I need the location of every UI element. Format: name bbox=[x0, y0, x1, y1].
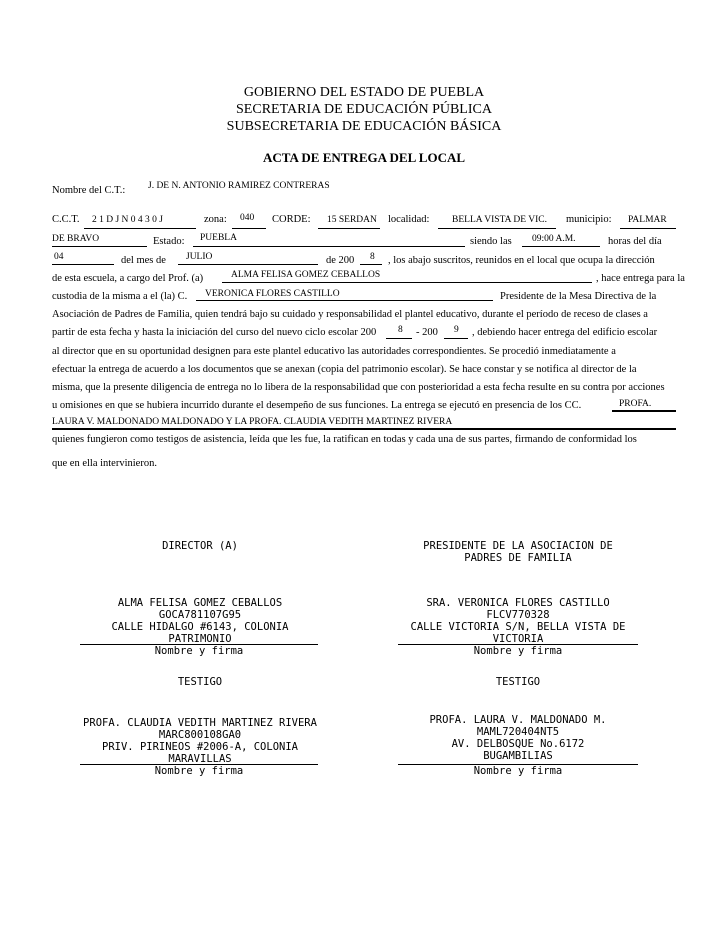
presidente-rfc: FLCV770328 bbox=[486, 609, 550, 621]
director-nombre-firma: Nombre y firma bbox=[154, 645, 244, 657]
testigo2-address-2: BUGAMBILIAS bbox=[483, 750, 553, 762]
presidente-address-2: VICTORIA bbox=[492, 633, 544, 645]
presidente-title-line-1: PRESIDENTE DE LA ASOCIACION DE bbox=[423, 540, 613, 552]
testigo2-rfc: MAML720404NT5 bbox=[476, 726, 560, 738]
estado-value: PUEBLA bbox=[200, 233, 237, 243]
ciclo-value-2: 9 bbox=[454, 325, 459, 335]
localidad-label: localidad: bbox=[388, 214, 430, 225]
de-200-label: de 200 bbox=[326, 255, 355, 266]
testigo1-rfc: MARC800108GA0 bbox=[158, 729, 242, 741]
testigos-value-1: PROFA. bbox=[619, 399, 652, 409]
ciclo-value-1: 8 bbox=[398, 325, 403, 335]
municipio-value-1: PALMAR bbox=[628, 215, 667, 225]
paragraph-line-5: misma, que la presente diligencia de entrega no lo libera de la responsabilidad que con posterioridad a esta fecha resulte en su contra por acciones bbox=[52, 382, 665, 393]
cct-underline bbox=[84, 228, 196, 229]
localidad-value: BELLA VISTA DE VIC. bbox=[452, 215, 547, 225]
estado-underline bbox=[193, 246, 465, 247]
corde-value: 15 SERDAN bbox=[327, 215, 377, 225]
nombre-label: Nombre del C.T.: bbox=[52, 185, 126, 196]
mes-underline bbox=[178, 264, 318, 265]
municipio-label: municipio: bbox=[566, 214, 612, 225]
siendo-las-label: siendo las bbox=[470, 236, 512, 247]
presidente-text: Presidente de la Mesa Directiva de la bbox=[500, 291, 657, 302]
municipio-underline bbox=[620, 228, 676, 229]
nombre-value: J. DE N. ANTONIO RAMIREZ CONTRERAS bbox=[148, 181, 330, 191]
paragraph-line-2a: partir de esta fecha y hasta la iniciación del curso del nuevo ciclo escolar 200 bbox=[52, 327, 377, 338]
ciclo1-underline bbox=[386, 338, 412, 339]
testigo1-signature-block bbox=[50, 717, 350, 765]
testigo1-title: TESTIGO bbox=[177, 676, 223, 688]
hora-value: 09:00 A.M. bbox=[532, 234, 576, 244]
header-subsecretaria: SUBSECRETARIA DE EDUCACIÓN BÁSICA bbox=[226, 119, 502, 134]
estado-label: Estado: bbox=[153, 236, 185, 247]
municipio-value-2: DE BRAVO bbox=[52, 234, 100, 244]
director-address-2: PATRIMONIO bbox=[168, 633, 232, 645]
presidente-signature-block bbox=[398, 597, 638, 645]
zona-value: 040 bbox=[240, 213, 255, 223]
paragraph-line-2b: - 200 bbox=[416, 327, 438, 338]
presidente-title-line-2: PADRES DE FAMILIA bbox=[464, 552, 572, 564]
paragraph-line-6: u omisiones en que se hubiera incurrido durante el desempeño de sus funciones. La entrega se ejecutó en presencia de los CC. bbox=[52, 400, 582, 411]
paragraph-line-3: al director que en su oportunidad designen para este plantel educativo las autoridades correspondientes. Se procedió inmediatamente a bbox=[52, 346, 616, 357]
paragraph-line-1: Asociación de Padres de Familia, quien tendrá bajo su cuidado y responsabilidad el plantel educativo, durante el período de receso de clases a bbox=[52, 309, 648, 320]
testigo1-address-1: PRIV. PIRINEOS #2006-A, COLONIA bbox=[102, 741, 298, 753]
paragraph-line-2c: , debiendo hacer entrega del edificio escolar bbox=[472, 327, 658, 338]
presidente-nombre-firma: Nombre y firma bbox=[473, 645, 563, 657]
cct-label: C.C.T. bbox=[52, 214, 80, 225]
testigo2-name: PROFA. LAURA V. MALDONADO M. bbox=[429, 714, 607, 726]
testigo1-name: PROFA. CLAUDIA VEDITH MARTINEZ RIVERA bbox=[83, 717, 317, 729]
dia-value: 04 bbox=[54, 252, 64, 262]
testigo1-address-2: MARAVILLAS bbox=[168, 753, 232, 765]
anio-value: 8 bbox=[370, 252, 375, 262]
mes-value: JULIO bbox=[186, 252, 213, 262]
document-title: ACTA DE ENTREGA DEL LOCAL bbox=[262, 150, 466, 165]
localidad-underline bbox=[438, 228, 556, 229]
director-title: DIRECTOR (A) bbox=[162, 540, 238, 552]
prof-value: ALMA FELISA GOMEZ CEBALLOS bbox=[231, 270, 381, 280]
testigo1-nombre-firma: Nombre y firma bbox=[154, 765, 244, 777]
paragraph-line-8: que en ella intervinieron. bbox=[52, 458, 157, 469]
zona-label: zona: bbox=[204, 214, 227, 225]
presidente-name: SRA. VERONICA FLORES CASTILLO bbox=[426, 597, 610, 609]
custodia-text: custodia de la misma a el (la) C. bbox=[52, 291, 188, 302]
zona-underline bbox=[232, 228, 266, 229]
director-name: ALMA FELISA GOMEZ CEBALLOS bbox=[117, 597, 283, 609]
header-secretaria: SECRETARIA DE EDUCACIÓN PÚBLICA bbox=[236, 102, 492, 117]
testigos1-underline bbox=[612, 410, 676, 412]
dia-underline bbox=[52, 264, 114, 265]
custodia-value: VERONICA FLORES CASTILLO bbox=[205, 289, 340, 299]
testigo2-signature-block bbox=[398, 714, 638, 762]
horas-del-dia-label: horas del día bbox=[608, 236, 662, 247]
anio-underline bbox=[360, 264, 382, 265]
paragraph-line-4: efectuar la entrega de acuerdo a los documentos que se anexan (copia del patrimonio escolar). Se hace constar y se notifica al director de la bbox=[52, 364, 637, 375]
testigo2-address-1: AV. DELBOSQUE No.6172 bbox=[451, 738, 585, 750]
corde-underline bbox=[318, 228, 380, 229]
paragraph-line-7: quienes fungieron como testigos de asistencia, leída que les fue, la ratifican en todas y cada una de sus partes, firmando de conformidad los bbox=[52, 434, 637, 445]
custodia-underline bbox=[196, 300, 493, 301]
abajo-suscritos-text: , los abajo suscritos, reunidos en el local que ocupa la dirección bbox=[388, 255, 655, 266]
hace-entrega-text: , hace entrega para la bbox=[596, 273, 685, 284]
header-government: GOBIERNO DEL ESTADO DE PUEBLA bbox=[243, 85, 485, 100]
testigo2-title: TESTIGO bbox=[495, 676, 541, 688]
director-rfc: GOCA781107G95 bbox=[158, 609, 242, 621]
ciclo2-underline bbox=[444, 338, 468, 339]
presidente-address-1: CALLE VICTORIA S/N, BELLA VISTA DE bbox=[410, 621, 626, 633]
testigo2-nombre-firma: Nombre y firma bbox=[473, 765, 563, 777]
cct-value: 2 1 D J N 0 4 3 0 J bbox=[92, 215, 163, 225]
testigos-value-2: LAURA V. MALDONADO MALDONADO Y LA PROFA. CLAUDIA VEDITH MARTINEZ RIVERA bbox=[52, 417, 453, 427]
municipio2-underline bbox=[52, 246, 147, 247]
presidente-title bbox=[398, 540, 638, 564]
testigos2-underline bbox=[52, 428, 676, 430]
prof-underline bbox=[222, 282, 592, 283]
corde-label: CORDE: bbox=[272, 214, 311, 225]
escuela-text: de esta escuela, a cargo del Prof. (a) bbox=[52, 273, 204, 284]
director-signature-block bbox=[60, 597, 340, 645]
hora-underline bbox=[522, 246, 600, 247]
del-mes-label: del mes de bbox=[121, 255, 166, 266]
director-address-1: CALLE HIDALGO #6143, COLONIA bbox=[111, 621, 289, 633]
